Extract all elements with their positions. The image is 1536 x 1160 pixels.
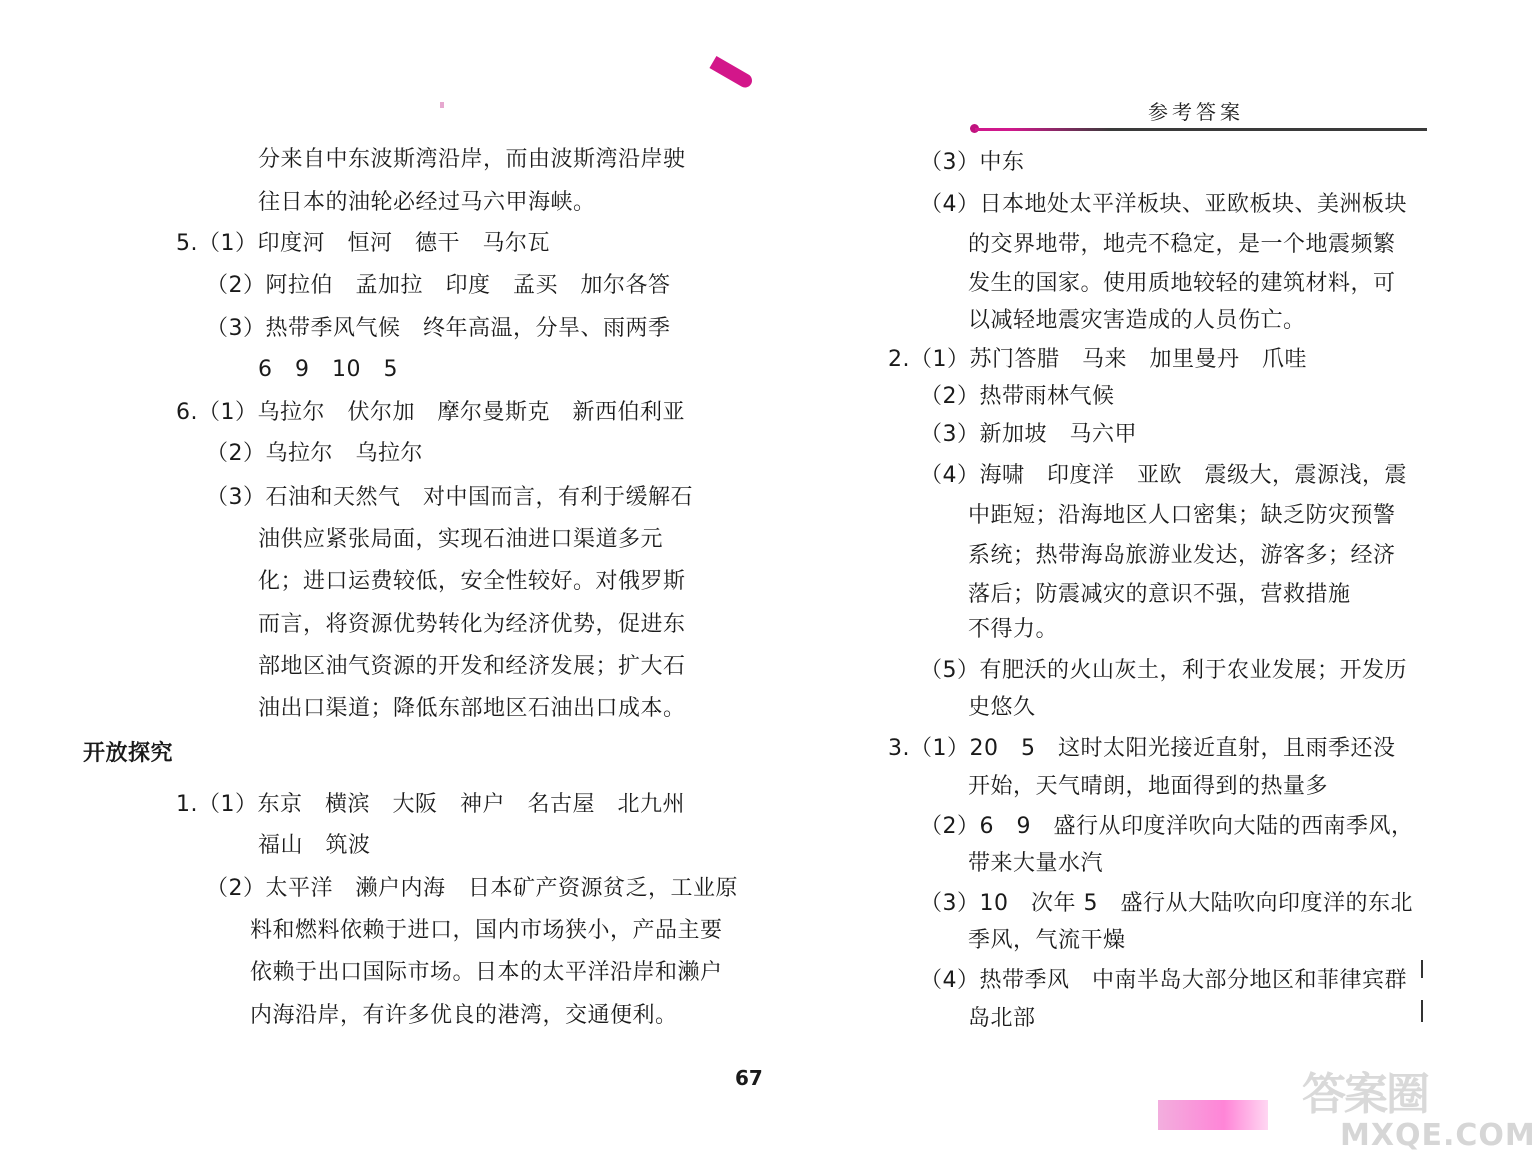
text-line: 发生的国家。使用质地较轻的建筑材料，可	[968, 271, 1396, 296]
text-line: 油供应紧张局面，实现石油进口渠道多元	[258, 527, 664, 552]
ink-dot	[440, 102, 444, 108]
text-line: 岛北部	[968, 1006, 1036, 1031]
text-line: （3）热带季风气候 终年高温，分旱、雨两季	[206, 316, 671, 341]
text-line: （4）热带季风 中南半岛大部分地区和菲律宾群	[920, 968, 1407, 993]
text-line: （2）6 9 盛行从印度洋吹向大陆的西南季风，	[920, 814, 1414, 839]
text-line: 内海沿岸，有许多优良的港湾，交通便利。	[250, 1003, 678, 1028]
text-line: 料和燃料依赖于进口，国内市场狭小，产品主要	[250, 918, 723, 943]
text-line: 带来大量水汽	[968, 851, 1104, 876]
watermark-logo: 答案圈	[1302, 1069, 1428, 1120]
text-line: 而言，将资源优势转化为经济优势，促进东	[258, 612, 686, 637]
watermark-url: MXQE.COM	[1340, 1118, 1536, 1153]
page-header-title: 参考答案	[1148, 100, 1244, 124]
text-line: （4）海啸 印度洋 亚欧 震级大，震源浅，震	[920, 463, 1407, 488]
text-line: 开始，天气晴朗，地面得到的热量多	[968, 774, 1329, 799]
page-number: 67	[735, 1066, 763, 1090]
text-line: 季风，气流干燥	[968, 928, 1126, 953]
text-line: 史悠久	[968, 695, 1036, 720]
text-line: 系统；热带海岛旅游业发达，游客多；经济	[968, 543, 1396, 568]
section-title: 开放探究	[83, 741, 174, 766]
ink-mark-bottom	[1158, 1100, 1268, 1130]
text-line: 分来自中东波斯湾沿岸，而由波斯湾沿岸驶	[258, 147, 686, 172]
ink-mark-top	[709, 56, 754, 90]
text-line: 往日本的油轮必经过马六甲海峡。	[258, 190, 596, 215]
text-line: （2）阿拉伯 孟加拉 印度 孟买 加尔各答	[206, 273, 671, 298]
text-line: 不得力。	[968, 617, 1059, 642]
text-line: （2）太平洋 濑户内海 日本矿产资源贫乏，工业原	[206, 876, 738, 901]
header-rule	[975, 128, 1427, 131]
text-line: （2）热带雨林气候	[920, 384, 1115, 409]
text-line: （4）日本地处太平洋板块、亚欧板块、美洲板块	[920, 192, 1407, 217]
text-line: 以减轻地震灾害造成的人员伤亡。	[968, 308, 1306, 333]
text-line: 1.（1）东京 横滨 大阪 神户 名古屋 北九州	[176, 792, 685, 817]
text-line: 6 9 10 5	[258, 357, 398, 382]
text-line: 3.（1）20 5 这时太阳光接近直射，且雨季还没	[888, 736, 1396, 761]
text-line: （2）乌拉尔 乌拉尔	[206, 441, 423, 466]
page-edge-mark	[1421, 960, 1423, 978]
text-line: 依赖于出口国际市场。日本的太平洋沿岸和濑户	[250, 960, 723, 985]
text-line: 2.（1）苏门答腊 马来 加里曼丹 爪哇	[888, 347, 1307, 372]
text-line: 6.（1）乌拉尔 伏尔加 摩尔曼斯克 新西伯利亚	[176, 400, 685, 425]
text-line: 的交界地带，地壳不稳定，是一个地震频繁	[968, 232, 1396, 257]
text-line: 落后；防震减灾的意识不强，营救措施	[968, 582, 1351, 607]
text-line: （3）石油和天然气 对中国而言，有利于缓解石	[206, 485, 693, 510]
text-line: （3）10 次年 5 盛行从大陆吹向印度洋的东北	[920, 891, 1413, 916]
text-line: 福山 筑波	[258, 833, 371, 858]
text-line: （3）中东	[920, 150, 1025, 175]
text-line: 中距短；沿海地区人口密集；缺乏防灾预警	[968, 503, 1396, 528]
text-line: 5.（1）印度河 恒河 德干 马尔瓦	[176, 231, 550, 256]
text-line: （3）新加坡 马六甲	[920, 422, 1137, 447]
page-edge-mark	[1421, 1000, 1423, 1022]
text-line: 部地区油气资源的开发和经济发展；扩大石	[258, 654, 686, 679]
text-line: （5）有肥沃的火山灰土，利于农业发展；开发历	[920, 658, 1407, 683]
text-line: 油出口渠道；降低东部地区石油出口成本。	[258, 696, 686, 721]
text-line: 化；进口运费较低，安全性较好。对俄罗斯	[258, 569, 686, 594]
